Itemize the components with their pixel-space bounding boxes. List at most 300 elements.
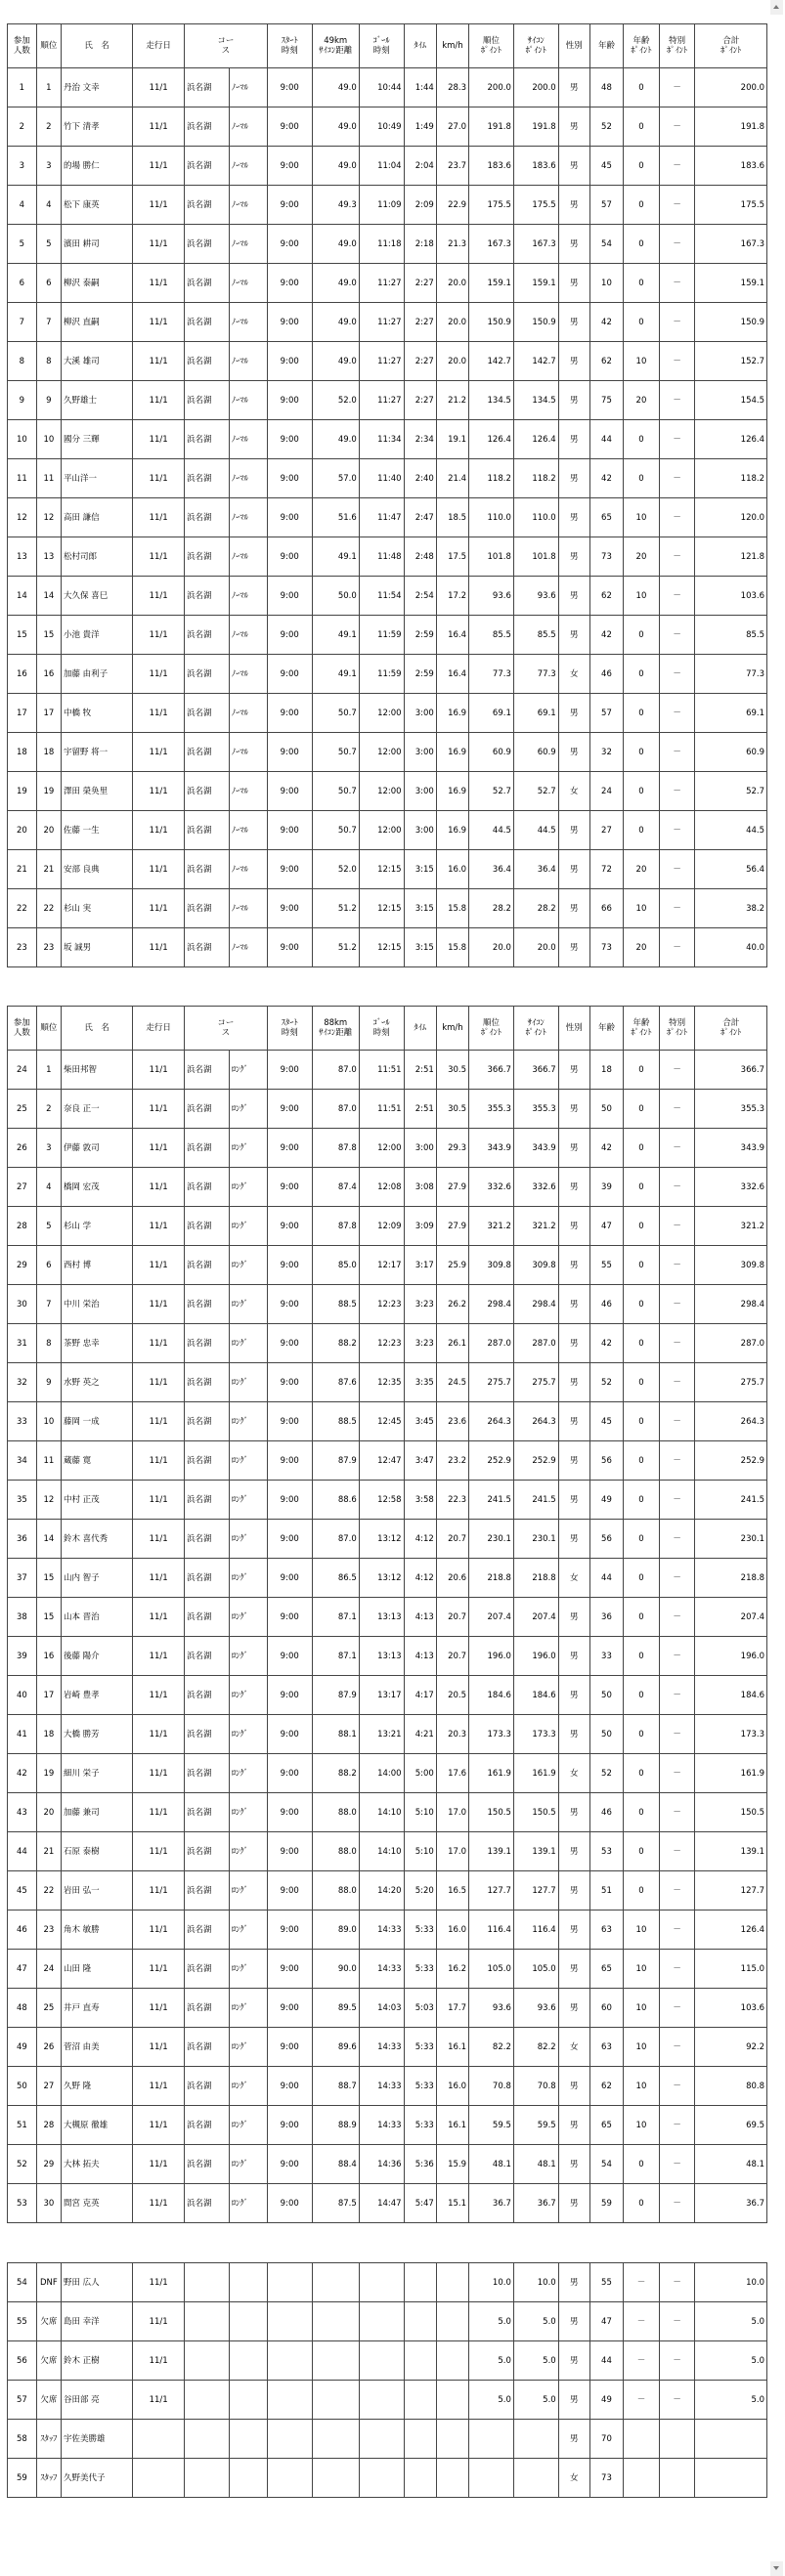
table-cell: 20.0 <box>436 303 468 342</box>
table-row <box>8 2381 767 2420</box>
table-cell: 16.4 <box>436 655 468 694</box>
table-cell: 13:12 <box>359 1559 404 1598</box>
table-cell: 69.1 <box>469 694 514 733</box>
table-cell: 11/1 <box>133 1950 185 1989</box>
table-cell: 3:00 <box>404 694 436 733</box>
table-cell: 3:47 <box>404 1441 436 1481</box>
table-cell: － <box>659 420 695 459</box>
table-cell: 207.4 <box>513 1598 558 1637</box>
table-cell: 10 <box>624 1950 660 1989</box>
column-header: 特別 ﾎﾟｲﾝﾄ <box>659 24 695 68</box>
table-cell: 浜名湖 <box>185 1168 230 1207</box>
table-row <box>8 1598 767 1637</box>
table-cell: 118.2 <box>469 459 514 498</box>
table-cell: 2:27 <box>404 264 436 303</box>
table-cell: 264.3 <box>469 1402 514 1441</box>
table-cell: 275.7 <box>513 1363 558 1402</box>
table-cell: 2 <box>36 1090 61 1129</box>
table-row <box>8 147 767 186</box>
table-cell: 51.2 <box>312 928 359 967</box>
table-cell: 3:09 <box>404 1207 436 1246</box>
table-cell: 5 <box>8 225 37 264</box>
table-cell: 0 <box>624 1481 660 1520</box>
table-row <box>8 2420 767 2459</box>
table-cell: 11:47 <box>359 498 404 537</box>
table-cell: 2:27 <box>404 381 436 420</box>
column-header: 88km ｻｲｺﾝ距離 <box>312 1007 359 1051</box>
table-cell: 欠席 <box>36 2381 61 2420</box>
table-cell: 12:09 <box>359 1207 404 1246</box>
table-cell: 11:51 <box>359 1090 404 1129</box>
table-cell: 207.4 <box>695 1598 767 1637</box>
table-cell: 男 <box>558 928 589 967</box>
table-cell: 9:00 <box>267 928 312 967</box>
table-cell: 29 <box>36 2145 61 2184</box>
table-row <box>8 1793 767 1832</box>
table-cell: 9:00 <box>267 577 312 616</box>
table-cell <box>624 2459 660 2498</box>
table-cell: 12:15 <box>359 889 404 928</box>
table-cell: 男 <box>558 2184 589 2223</box>
table-cell: 20.3 <box>436 1715 468 1754</box>
table-cell: 坂 誠男 <box>61 928 132 967</box>
table-cell: － <box>659 2106 695 2145</box>
table-cell: 46 <box>589 655 623 694</box>
table-cell: 11/1 <box>133 107 185 147</box>
table-cell: ﾉｰﾏﾙ <box>229 342 267 381</box>
table-cell: 275.7 <box>695 1363 767 1402</box>
table-row <box>8 1207 767 1246</box>
table-cell: 9:00 <box>267 1715 312 1754</box>
table-cell: 53 <box>589 1832 623 1871</box>
table-cell: 44 <box>589 420 623 459</box>
table-cell: 48 <box>8 1989 37 2028</box>
table-cell: 196.0 <box>695 1637 767 1676</box>
table-cell: 2:18 <box>404 225 436 264</box>
table-cell: ﾉｰﾏﾙ <box>229 928 267 967</box>
table-cell: 11/1 <box>133 1637 185 1676</box>
table-cell: 88.0 <box>312 1871 359 1911</box>
table-cell: － <box>659 694 695 733</box>
table-cell: 54 <box>8 2263 37 2302</box>
table-cell: 男 <box>558 2106 589 2145</box>
table-cell: 10.0 <box>695 2263 767 2302</box>
results-table <box>7 23 767 2498</box>
table-cell: 120.0 <box>695 498 767 537</box>
table-cell: 3 <box>8 147 37 186</box>
table-cell: 39 <box>8 1637 37 1676</box>
table-cell: 3 <box>36 147 61 186</box>
table-cell <box>267 2302 312 2341</box>
table-cell: 2:47 <box>404 498 436 537</box>
table-cell: 7 <box>8 303 37 342</box>
table-cell <box>404 2302 436 2341</box>
table-cell: 252.9 <box>513 1441 558 1481</box>
table-cell: 150.5 <box>469 1793 514 1832</box>
table-cell: 175.5 <box>469 186 514 225</box>
table-cell: 11/1 <box>133 733 185 772</box>
table-cell <box>312 2341 359 2381</box>
table-cell: ﾉｰﾏﾙ <box>229 264 267 303</box>
table-cell: 18 <box>589 1051 623 1090</box>
table-cell: 5:33 <box>404 1950 436 1989</box>
table-cell: 55 <box>589 2263 623 2302</box>
table-cell: 男 <box>558 186 589 225</box>
table-cell: 佐藤 一生 <box>61 811 132 850</box>
table-cell: 男 <box>558 225 589 264</box>
table-cell: 14:33 <box>359 2028 404 2067</box>
table-cell: 男 <box>558 1793 589 1832</box>
table-cell: 32 <box>8 1363 37 1402</box>
table-cell: 17 <box>36 1676 61 1715</box>
table-cell: 11/1 <box>133 1129 185 1168</box>
table-cell: 139.1 <box>513 1832 558 1871</box>
table-cell: － <box>659 1246 695 1285</box>
table-cell: 浜名湖 <box>185 1793 230 1832</box>
table-cell: 5.0 <box>695 2302 767 2341</box>
table-cell: 3:15 <box>404 850 436 889</box>
table-row <box>8 186 767 225</box>
table-cell: 男 <box>558 1207 589 1246</box>
table-cell: 23.2 <box>436 1441 468 1481</box>
table-cell: 中橋 牧 <box>61 694 132 733</box>
table-cell: 2:59 <box>404 616 436 655</box>
spacer-row <box>8 2223 767 2263</box>
table-cell: 1:44 <box>404 68 436 107</box>
table-cell: 15.8 <box>436 928 468 967</box>
table-cell: 男 <box>558 107 589 147</box>
table-cell: － <box>659 1598 695 1637</box>
table-cell: ﾉｰﾏﾙ <box>229 811 267 850</box>
table-cell: 11:51 <box>359 1051 404 1090</box>
column-header: 年齢 ﾎﾟｲﾝﾄ <box>624 24 660 68</box>
column-header: ｺﾞｰﾙ 時刻 <box>359 24 404 68</box>
table-cell: － <box>659 1559 695 1598</box>
table-cell: 浜名湖 <box>185 889 230 928</box>
table-cell: 6 <box>8 264 37 303</box>
table-cell: 19.1 <box>436 420 468 459</box>
table-cell: 16 <box>8 655 37 694</box>
table-cell: ﾉｰﾏﾙ <box>229 225 267 264</box>
table-cell: 24 <box>589 772 623 811</box>
table-cell: 80.8 <box>695 2067 767 2106</box>
table-cell: 浜名湖 <box>185 1090 230 1129</box>
table-cell: 50.7 <box>312 694 359 733</box>
table-cell <box>359 2420 404 2459</box>
table-cell: ﾉｰﾏﾙ <box>229 107 267 147</box>
table-cell: － <box>659 459 695 498</box>
table-cell: 11:59 <box>359 616 404 655</box>
table-cell: 56.4 <box>695 850 767 889</box>
table-cell: 86.5 <box>312 1559 359 1598</box>
table-cell: 87.1 <box>312 1598 359 1637</box>
table-cell: 36.7 <box>695 2184 767 2223</box>
table-cell: 浜名湖 <box>185 342 230 381</box>
table-cell: 石原 泰樹 <box>61 1832 132 1871</box>
table-cell: 18.5 <box>436 498 468 537</box>
table-cell: 16.4 <box>436 616 468 655</box>
table-cell: 11:09 <box>359 186 404 225</box>
table-cell: 27 <box>36 2067 61 2106</box>
table-cell: 50.7 <box>312 733 359 772</box>
table-cell: 9:00 <box>267 1402 312 1441</box>
table-cell: 山内 智子 <box>61 1559 132 1598</box>
table-cell: 28.2 <box>469 889 514 928</box>
table-cell: － <box>659 811 695 850</box>
table-cell: 9:00 <box>267 1598 312 1637</box>
column-header: 氏 名 <box>61 1007 132 1051</box>
table-cell: ﾛﾝｸﾞ <box>229 1598 267 1637</box>
table-cell: 52.0 <box>312 850 359 889</box>
table-cell: 60 <box>589 1989 623 2028</box>
table-cell: 127.7 <box>695 1871 767 1911</box>
table-cell: 11:59 <box>359 655 404 694</box>
table-cell: 男 <box>558 811 589 850</box>
table-cell: 女 <box>558 2028 589 2067</box>
table-cell <box>695 2459 767 2498</box>
table-cell: 150.5 <box>513 1793 558 1832</box>
table-row <box>8 1832 767 1871</box>
table-cell: 65 <box>589 2106 623 2145</box>
table-cell: 11/1 <box>133 1793 185 1832</box>
table-cell: 51 <box>8 2106 37 2145</box>
table-cell: 49 <box>589 2381 623 2420</box>
table-cell: 欠席 <box>36 2341 61 2381</box>
table-cell: 72 <box>589 850 623 889</box>
table-cell: 16.2 <box>436 1950 468 1989</box>
table-cell: 49.0 <box>312 147 359 186</box>
table-cell: ﾛﾝｸﾞ <box>229 1051 267 1090</box>
table-cell: 男 <box>558 2067 589 2106</box>
table-row <box>8 1520 767 1559</box>
table-cell: － <box>659 107 695 147</box>
table-cell: 21 <box>36 1832 61 1871</box>
table-cell: 13 <box>36 537 61 577</box>
table-cell: 23 <box>36 928 61 967</box>
table-cell: 39 <box>589 1168 623 1207</box>
table-cell: 0 <box>624 1637 660 1676</box>
table-cell: 丹治 文幸 <box>61 68 132 107</box>
table-row <box>8 850 767 889</box>
table-cell <box>185 2459 230 2498</box>
table-cell: 343.9 <box>513 1129 558 1168</box>
table-cell: 12:00 <box>359 772 404 811</box>
table-cell: ﾛﾝｸﾞ <box>229 1363 267 1402</box>
table-cell: 6 <box>36 1246 61 1285</box>
table-cell: 298.4 <box>469 1285 514 1324</box>
table-cell: 11/1 <box>133 1051 185 1090</box>
table-cell: 加藤 兼司 <box>61 1793 132 1832</box>
table-cell: 井戸 直寿 <box>61 1989 132 2028</box>
table-cell: － <box>659 68 695 107</box>
column-header: ﾀｲﾑ <box>404 24 436 68</box>
scroll-up-arrow-icon[interactable] <box>770 0 783 15</box>
table-cell: 男 <box>558 889 589 928</box>
table-cell: 9:00 <box>267 1441 312 1481</box>
table-cell: － <box>659 889 695 928</box>
table-cell: 11/1 <box>133 1832 185 1871</box>
table-cell <box>133 2420 185 2459</box>
table-cell: 浜名湖 <box>185 1637 230 1676</box>
table-cell: 浜名湖 <box>185 1715 230 1754</box>
table-cell: － <box>659 303 695 342</box>
table-cell: 20.6 <box>436 1559 468 1598</box>
table-cell: 49.0 <box>312 68 359 107</box>
table-cell: 309.8 <box>513 1246 558 1285</box>
table-cell: 12:45 <box>359 1402 404 1441</box>
table-cell: 西村 博 <box>61 1246 132 1285</box>
table-cell: 岩崎 豊孝 <box>61 1676 132 1715</box>
table-cell: 11/1 <box>133 811 185 850</box>
table-cell: 46 <box>589 1285 623 1324</box>
column-header: 年齢 <box>589 1007 623 1051</box>
table-cell: 0 <box>624 1871 660 1911</box>
table-cell: 11:34 <box>359 420 404 459</box>
table-cell: 16.0 <box>436 850 468 889</box>
scroll-down-arrow-icon[interactable] <box>770 2561 783 2576</box>
table-cell: 松村司郎 <box>61 537 132 577</box>
table-cell: 男 <box>558 2381 589 2420</box>
table-cell: 75 <box>589 381 623 420</box>
table-cell: 男 <box>558 2145 589 2184</box>
table-cell: 16.5 <box>436 1871 468 1911</box>
table-cell: 5:10 <box>404 1832 436 1871</box>
table-row <box>8 889 767 928</box>
table-cell: 152.7 <box>695 342 767 381</box>
table-cell <box>469 2459 514 2498</box>
table-cell: 85.5 <box>513 616 558 655</box>
table-cell: 11/1 <box>133 1246 185 1285</box>
table-cell: 77.3 <box>513 655 558 694</box>
table-cell: 浜名湖 <box>185 1051 230 1090</box>
table-cell: 13:13 <box>359 1637 404 1676</box>
table-cell: 16.0 <box>436 2067 468 2106</box>
table-cell: ﾛﾝｸﾞ <box>229 1989 267 2028</box>
table-cell: 92.2 <box>695 2028 767 2067</box>
table-cell: － <box>659 1676 695 1715</box>
table-cell: 11:27 <box>359 342 404 381</box>
table-cell: 宇佐美勝雄 <box>61 2420 132 2459</box>
table-cell: 浜名湖 <box>185 1950 230 1989</box>
table-cell: 218.8 <box>469 1559 514 1598</box>
table-cell: 87.0 <box>312 1051 359 1090</box>
table-cell: 366.7 <box>695 1051 767 1090</box>
column-header: 特別 ﾎﾟｲﾝﾄ <box>659 1007 695 1051</box>
table-cell: 85.0 <box>312 1246 359 1285</box>
table-cell: 88.0 <box>312 1832 359 1871</box>
table-cell: 男 <box>558 1871 589 1911</box>
table-cell: 5:00 <box>404 1754 436 1793</box>
column-header: 性別 <box>558 1007 589 1051</box>
table-cell: 10 <box>36 420 61 459</box>
table-cell: 14:20 <box>359 1871 404 1911</box>
table-cell: 18 <box>8 733 37 772</box>
table-cell: 85.5 <box>469 616 514 655</box>
table-cell: 20.7 <box>436 1637 468 1676</box>
table-cell: 93.6 <box>513 1989 558 2028</box>
table-cell: 20.0 <box>469 928 514 967</box>
table-cell <box>436 2420 468 2459</box>
table-cell: 17.5 <box>436 537 468 577</box>
table-cell: 30 <box>36 2184 61 2223</box>
table-cell: 13:21 <box>359 1715 404 1754</box>
table-cell: 167.3 <box>695 225 767 264</box>
table-cell: 14 <box>36 1520 61 1559</box>
table-cell: 49.0 <box>312 264 359 303</box>
table-cell: 298.4 <box>513 1285 558 1324</box>
table-cell: 女 <box>558 655 589 694</box>
table-cell: 11/1 <box>133 2028 185 2067</box>
table-cell: 20.7 <box>436 1598 468 1637</box>
table-cell: 男 <box>558 1441 589 1481</box>
table-cell: 女 <box>558 2459 589 2498</box>
table-cell: 男 <box>558 342 589 381</box>
table-cell: 12:58 <box>359 1481 404 1520</box>
table-cell: 2:51 <box>404 1051 436 1090</box>
table-cell: 0 <box>624 1129 660 1168</box>
table-cell: 275.7 <box>469 1363 514 1402</box>
table-cell: 52.0 <box>312 381 359 420</box>
table-cell: － <box>659 1207 695 1246</box>
table-cell: 浜名湖 <box>185 264 230 303</box>
table-cell: 321.2 <box>513 1207 558 1246</box>
table-cell: 52 <box>589 107 623 147</box>
table-cell: 47 <box>589 1207 623 1246</box>
table-cell: 49.0 <box>312 107 359 147</box>
table-cell: 173.3 <box>513 1715 558 1754</box>
table-cell: 88.4 <box>312 2145 359 2184</box>
table-cell: － <box>659 186 695 225</box>
table-cell: 36 <box>8 1520 37 1559</box>
table-cell: ﾉｰﾏﾙ <box>229 537 267 577</box>
table-cell: 10 <box>624 498 660 537</box>
table-cell <box>185 2263 230 2302</box>
table-cell: 50.7 <box>312 772 359 811</box>
table-row <box>8 342 767 381</box>
column-header: ｻｲｺﾝ ﾎﾟｲﾝﾄ <box>513 24 558 68</box>
table-cell: 332.6 <box>695 1168 767 1207</box>
table-cell: 287.0 <box>469 1324 514 1363</box>
column-header: 参加 人数 <box>8 24 37 68</box>
table-cell: 浜名湖 <box>185 655 230 694</box>
table-row <box>8 1715 767 1754</box>
table-cell: 28.3 <box>436 68 468 107</box>
table-cell: 73 <box>589 537 623 577</box>
table-cell: 264.3 <box>513 1402 558 1441</box>
table-cell: 11:18 <box>359 225 404 264</box>
table-cell: 196.0 <box>513 1637 558 1676</box>
table-cell: 男 <box>558 264 589 303</box>
table-cell: 中川 栄治 <box>61 1285 132 1324</box>
table-cell: 14:33 <box>359 2106 404 2145</box>
table-cell: 87.8 <box>312 1129 359 1168</box>
table-cell: 22 <box>36 889 61 928</box>
table-cell: 男 <box>558 1090 589 1129</box>
table-cell: 大橋 勝芳 <box>61 1715 132 1754</box>
table-cell: 241.5 <box>695 1481 767 1520</box>
table-cell: 25.9 <box>436 1246 468 1285</box>
table-cell: 38 <box>8 1598 37 1637</box>
table-cell <box>133 2459 185 2498</box>
table-cell: 127.7 <box>469 1871 514 1911</box>
table-cell: 14:03 <box>359 1989 404 2028</box>
table-cell: 26.1 <box>436 1324 468 1363</box>
table-cell: － <box>659 2067 695 2106</box>
column-header: 走行日 <box>133 1007 185 1051</box>
table-cell: 11/1 <box>133 2106 185 2145</box>
table-cell: 浜名湖 <box>185 1285 230 1324</box>
table-cell: 3 <box>36 1129 61 1168</box>
